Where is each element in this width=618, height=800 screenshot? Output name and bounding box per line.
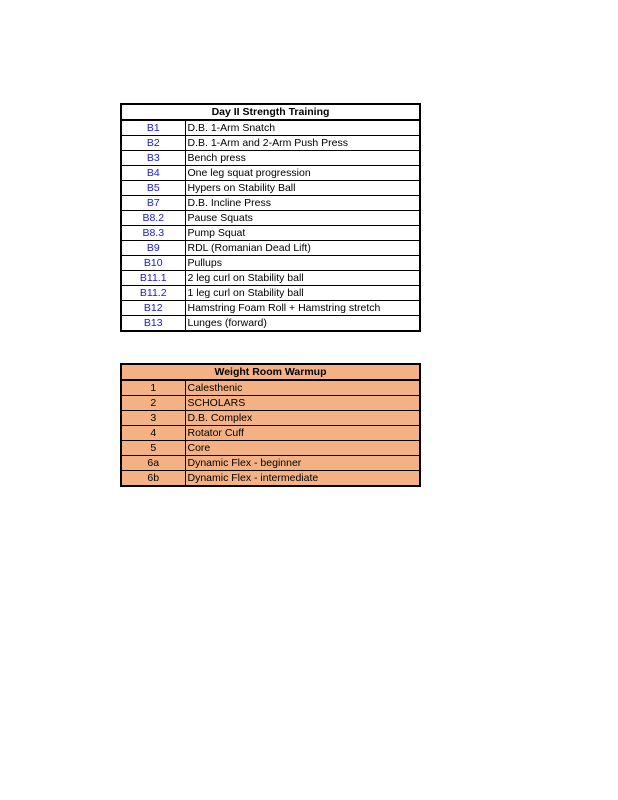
strength-row xyxy=(121,181,420,196)
strength-table-title: Day II Strength Training xyxy=(121,104,420,120)
exercise-code: B9 xyxy=(121,241,185,256)
strength-row xyxy=(121,271,420,286)
exercise-name: Hamstring Foam Roll + Hamstring stretch xyxy=(185,301,420,316)
exercise-name: D.B. 1-Arm and 2-Arm Push Press xyxy=(185,136,420,151)
strength-row xyxy=(121,226,420,241)
strength-row xyxy=(121,286,420,301)
strength-training-table xyxy=(120,103,421,332)
warmup-row xyxy=(121,471,420,487)
exercise-code: B3 xyxy=(121,151,185,166)
exercise-code: B13 xyxy=(121,316,185,332)
strength-row xyxy=(121,301,420,316)
exercise-name: Rotator Cuff xyxy=(185,426,420,441)
exercise-code: 3 xyxy=(121,411,185,426)
warmup-row xyxy=(121,380,420,396)
exercise-name: Hypers on Stability Ball xyxy=(185,181,420,196)
exercise-name: Calesthenic xyxy=(185,380,420,396)
exercise-code: B5 xyxy=(121,181,185,196)
exercise-name: SCHOLARS xyxy=(185,396,420,411)
exercise-code: B11.1 xyxy=(121,271,185,286)
warmup-row xyxy=(121,456,420,471)
exercise-name: D.B. Incline Press xyxy=(185,196,420,211)
exercise-code: 1 xyxy=(121,380,185,396)
strength-row xyxy=(121,151,420,166)
strength-row xyxy=(121,241,420,256)
exercise-code: B10 xyxy=(121,256,185,271)
strength-row xyxy=(121,211,420,226)
exercise-code: B4 xyxy=(121,166,185,181)
warmup-row xyxy=(121,396,420,411)
exercise-name: Pump Squat xyxy=(185,226,420,241)
exercise-code: B8.3 xyxy=(121,226,185,241)
exercise-name: D.B. Complex xyxy=(185,411,420,426)
exercise-name: Bench press xyxy=(185,151,420,166)
exercise-name: Lunges (forward) xyxy=(185,316,420,332)
exercise-name: Pullups xyxy=(185,256,420,271)
exercise-name: 2 leg curl on Stability ball xyxy=(185,271,420,286)
weight-room-warmup-table xyxy=(120,363,421,487)
exercise-code: B7 xyxy=(121,196,185,211)
exercise-code: B2 xyxy=(121,136,185,151)
warmup-table-title: Weight Room Warmup xyxy=(121,364,420,380)
strength-row xyxy=(121,166,420,181)
exercise-name: Dynamic Flex - beginner xyxy=(185,456,420,471)
exercise-code: 6a xyxy=(121,456,185,471)
exercise-name: RDL (Romanian Dead Lift) xyxy=(185,241,420,256)
strength-row xyxy=(121,120,420,136)
exercise-code: 2 xyxy=(121,396,185,411)
exercise-name: 1 leg curl on Stability ball xyxy=(185,286,420,301)
exercise-code: 4 xyxy=(121,426,185,441)
warmup-row xyxy=(121,426,420,441)
exercise-code: B11.2 xyxy=(121,286,185,301)
warmup-row xyxy=(121,441,420,456)
strength-row xyxy=(121,196,420,211)
strength-row xyxy=(121,316,420,332)
exercise-name: Core xyxy=(185,441,420,456)
exercise-code: B12 xyxy=(121,301,185,316)
warmup-row xyxy=(121,411,420,426)
exercise-name: One leg squat progression xyxy=(185,166,420,181)
strength-row xyxy=(121,136,420,151)
exercise-name: Dynamic Flex - intermediate xyxy=(185,471,420,487)
exercise-name: D.B. 1-Arm Snatch xyxy=(185,120,420,136)
exercise-code: B1 xyxy=(121,120,185,136)
exercise-name: Pause Squats xyxy=(185,211,420,226)
exercise-code: 6b xyxy=(121,471,185,487)
exercise-code: B8.2 xyxy=(121,211,185,226)
exercise-code: 5 xyxy=(121,441,185,456)
strength-row xyxy=(121,256,420,271)
